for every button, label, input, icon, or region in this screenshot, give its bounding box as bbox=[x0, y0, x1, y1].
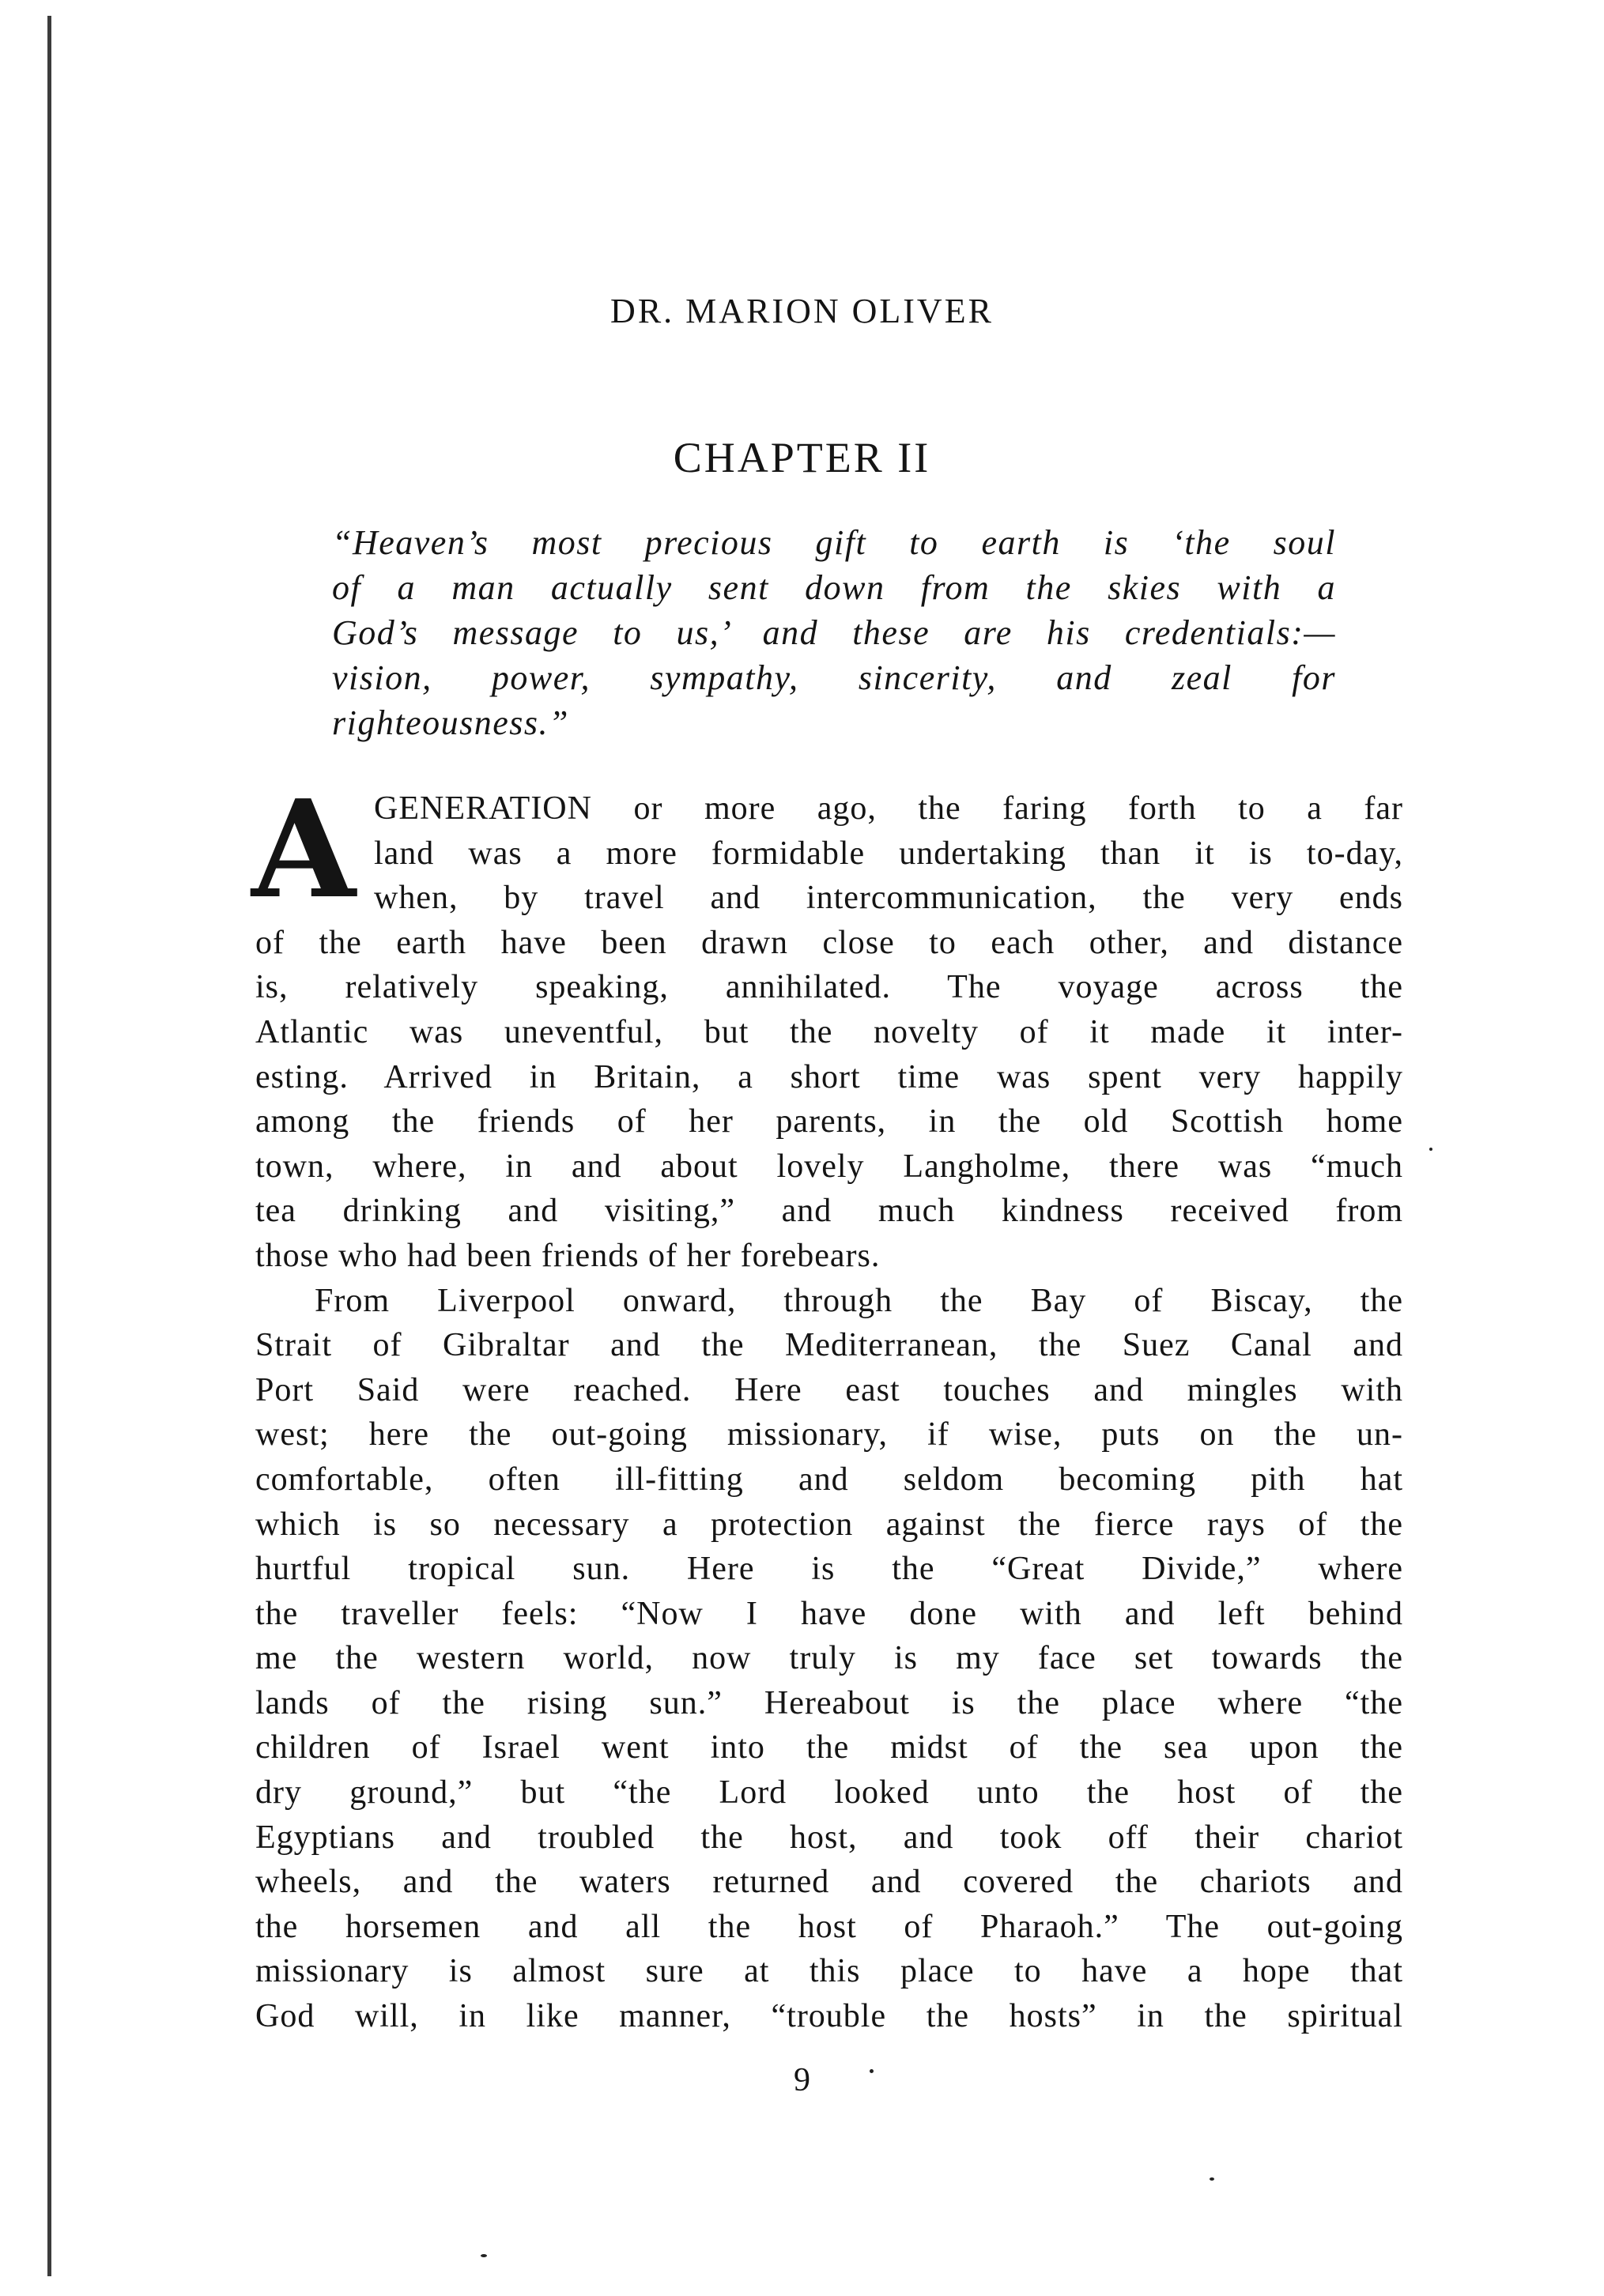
drop-cap: A bbox=[251, 771, 356, 929]
text-line: those who had been friends of her forebears. bbox=[255, 1237, 881, 1274]
scan-speck bbox=[870, 2069, 874, 2073]
text-line: Port Said were reached. Here east touches and mingles with bbox=[255, 1371, 1403, 1408]
text-line: is, relatively speaking, annihilated. The voyage across the bbox=[255, 969, 1403, 1006]
page-number: 9 bbox=[794, 2062, 810, 2098]
scan-speck bbox=[1210, 2177, 1214, 2181]
text-line: lands of the rising sun.” Hereabout is the place where “the bbox=[255, 1684, 1403, 1721]
epigraph-line: of a man actually sent down from the skies with a bbox=[332, 568, 1336, 607]
text-line: tea drinking and visiting,” and much kindness received from bbox=[255, 1193, 1403, 1230]
text-line: Atlantic was uneventful, but the novelty of it made it inter- bbox=[255, 1013, 1403, 1050]
text-line: Strait of Gibraltar and the Mediterranean, the Suez Canal and bbox=[255, 1327, 1403, 1364]
text-line: hurtful tropical sun. Here is the “Great Divide,” where bbox=[255, 1551, 1403, 1588]
page-edge-line bbox=[47, 16, 51, 2276]
text-line: which is so necessary a protection against the fierce rays of the bbox=[255, 1506, 1403, 1543]
text-line: wheels, and the waters returned and covered the chariots and bbox=[255, 1864, 1403, 1901]
scan-speck bbox=[1429, 1148, 1432, 1151]
text-line: missionary is almost sure at this place to have a hope that bbox=[255, 1953, 1403, 1990]
body-text bbox=[255, 786, 1403, 2039]
epigraph-line: God’s message to us,’ and these are his credentials:— bbox=[332, 613, 1336, 652]
chapter-title: CHAPTER II bbox=[673, 434, 931, 481]
text-line: the traveller feels: “Now I have done with and left behind bbox=[255, 1595, 1403, 1632]
text-line: GENERATION or more ago, the faring forth to a far bbox=[374, 790, 1403, 827]
text-line: Egyptians and troubled the host, and took off their chariot bbox=[255, 1819, 1403, 1856]
text-line: comfortable, often ill-fitting and seldom becoming pith hat bbox=[255, 1461, 1403, 1498]
epigraph-line: vision, power, sympathy, sincerity, and zeal for bbox=[332, 658, 1336, 697]
text-line: town, where, in and about lovely Langholme, there was “much bbox=[255, 1148, 1403, 1185]
text-line: me the western world, now truly is my face set towards the bbox=[255, 1640, 1403, 1677]
epigraph-line: righteousness.” bbox=[332, 703, 569, 742]
paragraph-1 bbox=[255, 786, 1403, 1279]
text-line: God will, in like manner, “trouble the hosts” in the spiritual bbox=[255, 1998, 1403, 2035]
text-line: west; here the out-going missionary, if wise, puts on the un- bbox=[255, 1416, 1403, 1453]
text-line: dry ground,” but “the Lord looked unto the host of the bbox=[255, 1774, 1403, 1812]
text-line: among the friends of her parents, in the old Scottish home bbox=[255, 1103, 1403, 1140]
text-line: From Liverpool onward, through the Bay of Biscay, the bbox=[315, 1282, 1403, 1319]
epigraph bbox=[332, 520, 1336, 745]
text-line: of the earth have been drawn close to each other, and distance bbox=[255, 924, 1403, 961]
text-line: the horsemen and all the host of Pharaoh.” The out-going bbox=[255, 1908, 1403, 1945]
text-line: esting. Arrived in Britain, a short time was spent very happily bbox=[255, 1058, 1403, 1095]
text-line: when, by travel and intercommunication, the very ends bbox=[374, 880, 1403, 917]
epigraph-line: “Heaven’s most precious gift to earth is ‘the soul bbox=[332, 523, 1336, 562]
running-head: DR. MARION OLIVER bbox=[610, 292, 994, 330]
paragraph-2 bbox=[255, 1279, 1403, 2039]
text-line: land was a more formidable undertaking than it is to-day, bbox=[374, 835, 1403, 872]
scan-speck bbox=[481, 2254, 487, 2257]
text-line: children of Israel went into the midst of the sea upon the bbox=[255, 1729, 1403, 1766]
